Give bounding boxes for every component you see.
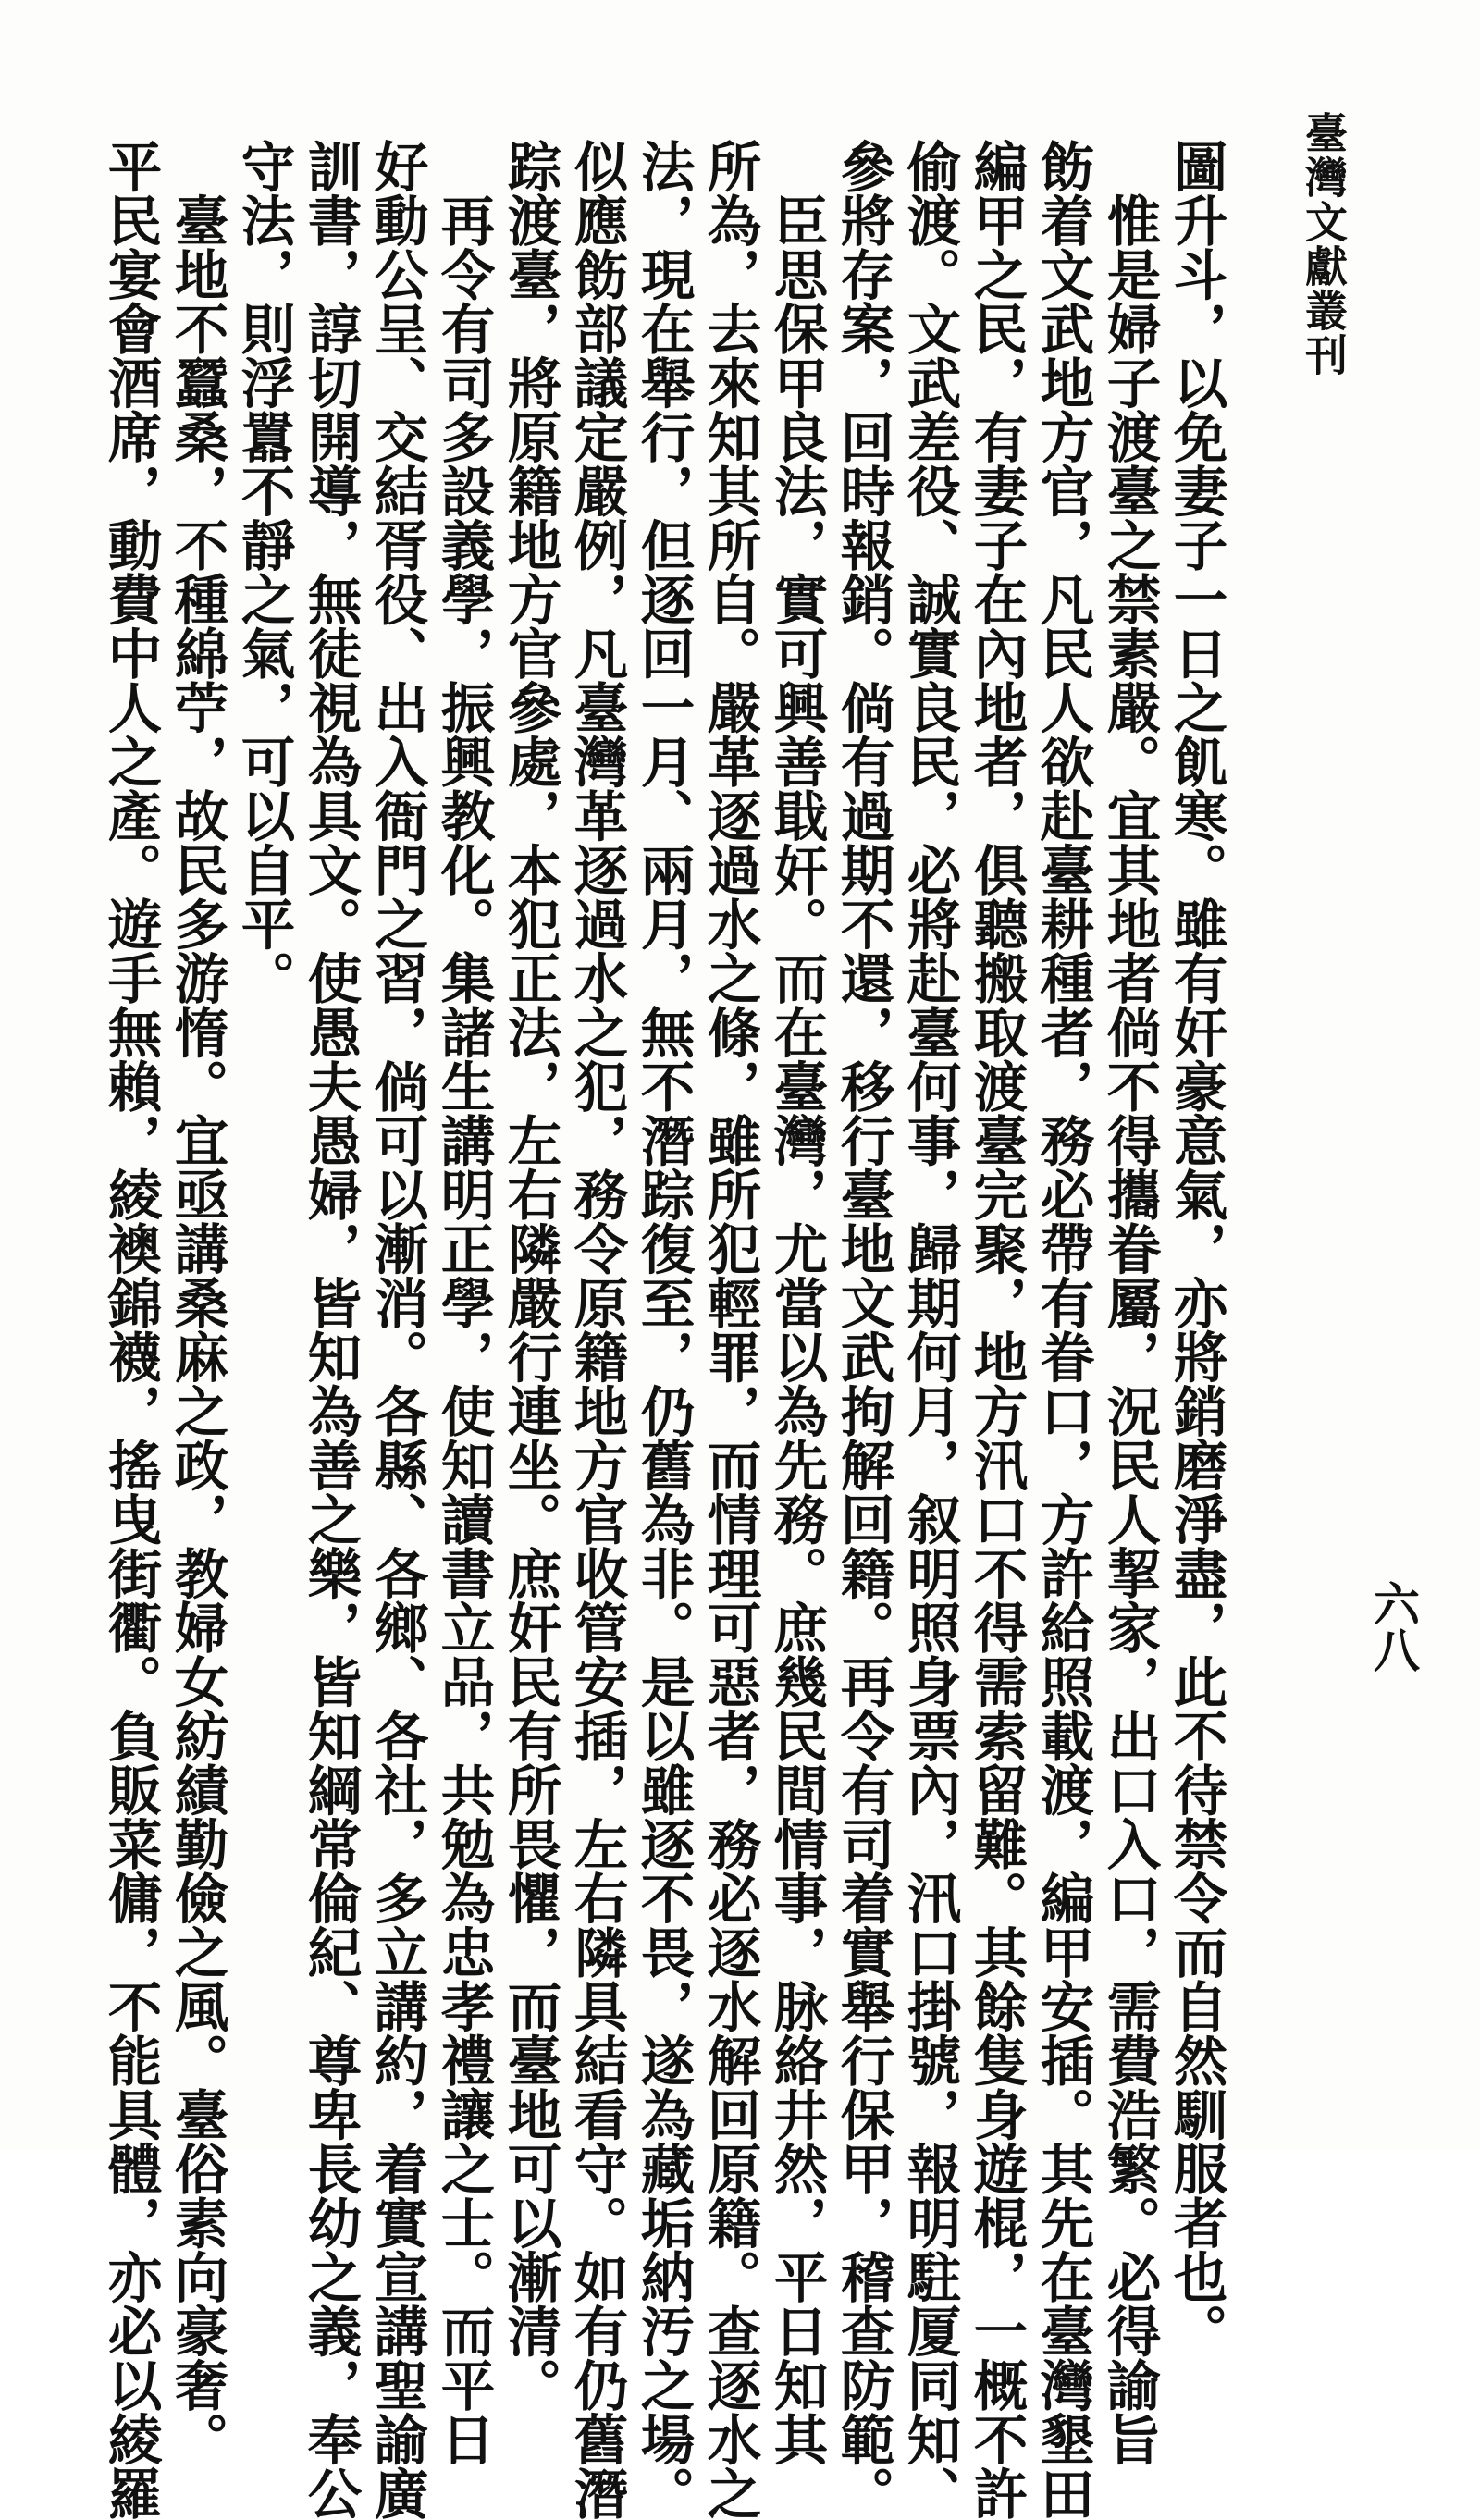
text-column-3: 飭着文武地方官，凡民人欲赴臺耕種者，務必帶有眷口，方許給照載渡，編甲安插。其先在臺灣墾田 <box>1031 139 1095 2520</box>
text-column-17: 平民宴會酒席，動費中人之產。遊手無賴，綾襖錦襪，搖曳街衢。負販菜傭，不能具體，亦必以綾羅 <box>99 139 163 2520</box>
text-column-6: 參將存案，回時報銷。倘有過期不還，移行臺地文武拘解回籍。再令有司着實舉行保甲，稽查防範。 <box>832 139 895 2520</box>
text-column-14: 訓書，諄切開導，無徒視為具文。使愚夫愚婦，皆知為善之樂，皆知綱常倫紀、尊卑長幼之義，奉公 <box>299 139 363 2520</box>
text-column-9: 法，現在舉行，但逐回一月、兩月，無不潛踪復至，仍舊為非。是以雖逐不畏，遂為藏垢納汚之場。 <box>632 139 696 2520</box>
text-column-7: 臣思保甲良法，實可興善戢奸。而在臺灣，尤當以為先務。庶幾民間情事，脉絡井然，平日知其 <box>765 139 829 2466</box>
text-column-13: 好動公呈、交結胥役、出入衙門之習，倘可以漸消。各縣、各鄉、各社，多立講約，着實宣講聖諭廣 <box>365 139 429 2520</box>
text-column-8: 所為，去來知其所自。嚴革逐過水之條，雖所犯輕罪，而情理可惡者，務必逐水解回原籍。查逐水之 <box>698 139 762 2520</box>
running-header-title: 臺灣文獻叢刊 <box>1299 111 1349 377</box>
text-column-5: 偷渡。文武差役、誠實良民，必將赴臺何事，歸期何月，叙明照身票內，汛口掛號，報明駐厦同知、 <box>898 139 962 2520</box>
page-number: 六八 <box>1366 1580 1421 1673</box>
text-column-1: 圖升斗，以免妻子一日之飢寒。雖有奸豪意氣，亦將銷磨淨盡，此不待禁令而自然馴服者也。 <box>1165 139 1228 2358</box>
text-column-4: 編甲之民，有妻子在內地者，俱聽搬取渡臺完聚，地方汛口不得需索留難。其餘隻身遊棍，一概不許 <box>965 139 1029 2520</box>
text-column-2: 惟是婦子渡臺之禁素嚴。宜其地者倘不得攜眷屬，況民人挈家，出口入口，需費浩繁。必得諭旨 <box>1098 139 1162 2466</box>
text-column-11: 踪渡臺，將原籍地方官參處，本犯正法，左右隣嚴行連坐。庶奸民有所畏懼，而臺地可以漸清。 <box>499 139 562 2412</box>
text-column-12: 再令有司多設義學，振興教化。集諸生講明正學，使知讀書立品，共勉為忠孝禮讓之士。而平日 <box>432 139 496 2466</box>
text-column-10: 似應飭部議定嚴例，凡臺灣革逐過水之犯，務令原籍地方官收管安插，左右隣具結看守。如有仍舊潛 <box>565 139 629 2520</box>
text-column-16: 臺地不蠶桑，不種綿苧，故民多游惰。宜亟講桑麻之政，教婦女紡績勤儉之風。臺俗素向豪奢。 <box>166 139 229 2466</box>
text-column-15: 守法，則浮囂不靜之氣，可以自平。 <box>232 139 296 1005</box>
